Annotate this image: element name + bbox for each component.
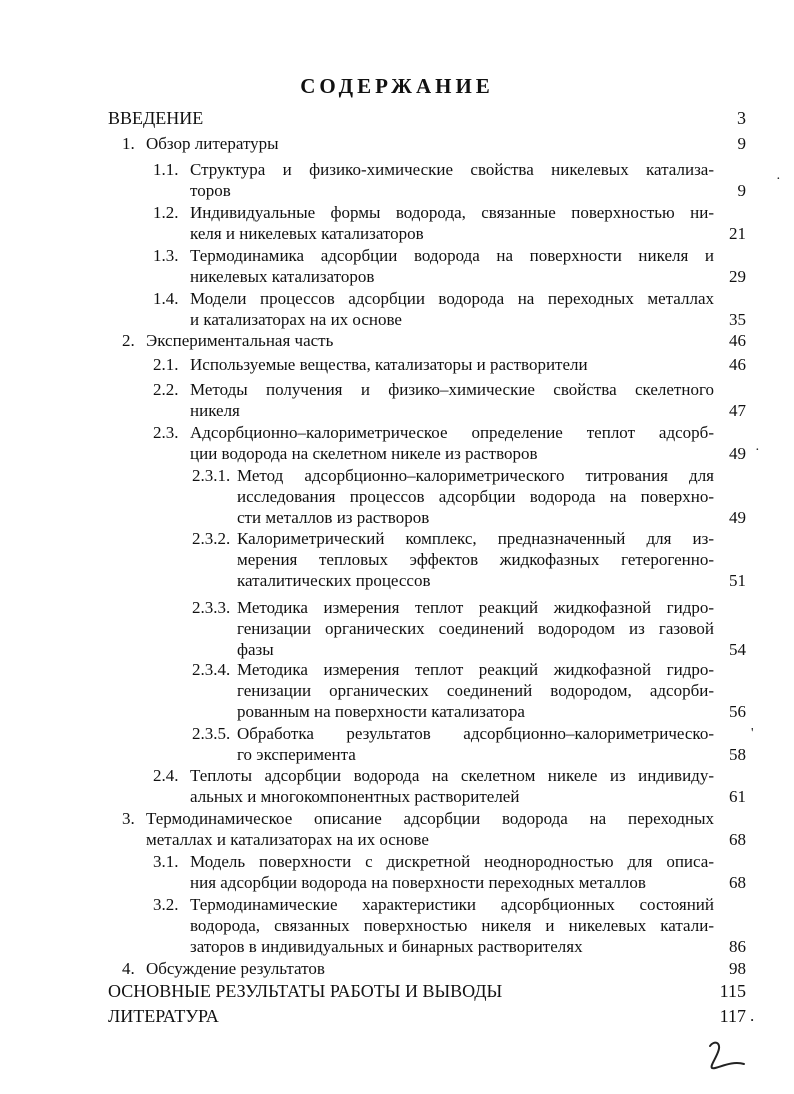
toc-entry-title — [146, 330, 714, 351]
toc-entry-line: Экспериментальная часть — [146, 331, 334, 350]
toc-entry-line: Обзор литературы — [146, 134, 279, 153]
toc-entry-line: ния адсорбции водорода на поверхности переходных металлов — [190, 873, 646, 892]
toc-entry-line: Адсорбционно–калориметрическое определение теплот адсорб- — [190, 423, 714, 442]
toc-entry-line: торов — [190, 181, 231, 200]
toc-entry-line: Индивидуальные формы водорода, связанные поверхностью ни- — [190, 203, 714, 222]
toc-entry-line: генизации органических соединений водородом из газовой — [237, 619, 714, 638]
toc-entry-page: 115 — [719, 981, 746, 1001]
toc-entry-page: 68 — [729, 830, 746, 849]
toc-entry-line: Теплоты адсорбции водорода на скелетном никеле из индивиду- — [190, 766, 714, 785]
toc-entry-line: Методы получения и физико–химические свойства скелетного — [190, 380, 714, 399]
toc-entry-line: и катализаторах на их основе — [190, 310, 402, 329]
toc-entry-number: 2.4. — [153, 766, 179, 785]
stray-mark: . — [750, 1006, 755, 1025]
toc-entry-line: Термодинамические характеристики адсорбционных состояний — [190, 895, 714, 914]
toc-entry-number: 2.2. — [153, 380, 179, 399]
toc-entry-line: Модели процессов адсорбции водорода на переходных металлах — [190, 289, 714, 308]
toc-entry-title — [108, 1006, 714, 1027]
toc-entry-line: Структура и физико-химические свойства никелевых катализа- — [190, 160, 714, 179]
toc-entry-line: Термодинамическое описание адсорбции водорода на переходных — [146, 809, 714, 828]
toc-entry-number: 2.3.4. — [192, 660, 231, 679]
toc-entry-line: Модель поверхности с дискретной неоднородностью для описа- — [190, 852, 714, 871]
toc-entry-number: 2.3.5. — [192, 724, 231, 743]
toc-entry-line: Метод адсорбционно–калориметрического титрования для — [237, 466, 714, 485]
toc-entry-line: водорода, связанных поверхностью никеля и никелевых катали- — [190, 916, 714, 935]
toc-entry-title — [190, 354, 714, 375]
toc-entry-title — [146, 133, 714, 154]
toc-entry-title — [190, 894, 714, 957]
toc-entry-page: 117 — [719, 1006, 746, 1026]
stray-mark: ' — [751, 726, 754, 741]
toc-entry-number: 2.3.1. — [192, 466, 231, 485]
toc-entry-title — [237, 659, 714, 722]
toc-entry-number: 1. — [122, 134, 135, 153]
toc-entry-line: каталитических процессов — [237, 571, 431, 590]
toc-entry-page: 9 — [737, 134, 746, 153]
toc-entry-page: 9 — [737, 181, 746, 200]
toc-entry-number: 2.3. — [153, 423, 179, 442]
toc-entry-line: исследования процессов адсорбции водорода на поверхно- — [237, 487, 714, 506]
toc-entry-title — [237, 723, 714, 765]
toc-entry-title — [190, 379, 714, 421]
toc-entry-title — [190, 159, 714, 201]
toc-entry-page: 49 — [729, 508, 746, 527]
toc-entry-title — [146, 958, 714, 979]
toc-entry-line: го эксперимента — [237, 745, 356, 764]
toc-entry-line: никеля — [190, 401, 240, 420]
stray-mark: · — [755, 443, 760, 458]
toc-entry-page: 49 — [729, 444, 746, 463]
toc-entry-page: 51 — [729, 571, 746, 590]
toc-entry-title — [190, 288, 714, 330]
toc-entry-line: заторов в индивидуальных и бинарных растворителях — [190, 937, 583, 956]
toc-entry-line: никелевых катализаторов — [190, 267, 375, 286]
toc-entry-line: рованным на поверхности катализатора — [237, 702, 525, 721]
toc-entry-line: сти металлов из растворов — [237, 508, 430, 527]
toc-entry-title — [190, 422, 714, 464]
toc-entry-line: Обработка результатов адсорбционно–калориметрическо- — [237, 724, 714, 743]
toc-entry-page: 56 — [729, 702, 746, 721]
toc-entry-title — [108, 981, 714, 1002]
toc-entry-page: 58 — [729, 745, 746, 764]
toc-entry-line: ЛИТЕРАТУРА — [108, 1006, 219, 1026]
toc-entry-number: 3.2. — [153, 895, 179, 914]
toc-entry-number: 1.1. — [153, 160, 179, 179]
toc-entry-page: 61 — [729, 787, 746, 806]
toc-entry-line: Методика измерения теплот реакций жидкофазной гидро- — [237, 598, 714, 617]
toc-entry-line: ОСНОВНЫЕ РЕЗУЛЬТАТЫ РАБОТЫ И ВЫВОДЫ — [108, 981, 503, 1001]
toc-entry-number: 2.1. — [153, 355, 179, 374]
toc-entry-line: ции водорода на скелетном никеле из растворов — [190, 444, 538, 463]
toc-entry-line: ВВЕДЕНИЕ — [108, 108, 204, 128]
toc-entry-page: 21 — [729, 224, 746, 243]
toc-entry-number: 1.2. — [153, 203, 179, 222]
toc-entry-line: келя и никелевых катализаторов — [190, 224, 424, 243]
toc-entry-number: 3.1. — [153, 852, 179, 871]
toc-entry-number: 1.4. — [153, 289, 179, 308]
toc-entry-page: 54 — [729, 640, 746, 659]
toc-entry-line: Термодинамика адсорбции водорода на поверхности никеля и — [190, 246, 714, 265]
toc-entry-title — [190, 202, 714, 244]
toc-entry-line: Методика измерения теплот реакций жидкофазной гидро- — [237, 660, 714, 679]
toc-entry-line: фазы — [237, 640, 274, 659]
stray-mark: · — [776, 172, 781, 187]
toc-entry-number: 4. — [122, 959, 135, 978]
toc-entry-title — [190, 765, 714, 807]
toc-entry-page: 86 — [729, 937, 746, 956]
toc-entry-title — [237, 597, 714, 660]
page-title: СОДЕРЖАНИЕ — [300, 74, 494, 98]
toc-entry-title — [237, 528, 714, 591]
toc-entry-title — [237, 465, 714, 528]
toc-entry-page: 46 — [729, 331, 746, 350]
handwritten-signature — [700, 1036, 760, 1076]
toc-entry-number: 2.3.2. — [192, 529, 231, 548]
toc-entry-line: Обсуждение результатов — [146, 959, 325, 978]
toc-entry-page: 98 — [729, 959, 746, 978]
toc-entry-line: металлах и катализаторах на их основе — [146, 830, 429, 849]
toc-entry-page: 46 — [729, 355, 746, 374]
toc-entry-line: Калориметрический комплекс, предназначенный для из- — [237, 529, 714, 548]
toc-entry-line: генизации органических соединений водородом, адсорби- — [237, 681, 714, 700]
toc-entry-page: 29 — [729, 267, 746, 286]
toc-entry-page: 35 — [729, 310, 746, 329]
toc-entry-title — [108, 108, 714, 129]
toc-entry-title — [190, 245, 714, 287]
toc-entry-line: альных и многокомпонентных растворителей — [190, 787, 520, 806]
toc-entry-number: 2.3.3. — [192, 598, 231, 617]
toc-entry-title — [190, 851, 714, 893]
toc-entry-number: 3. — [122, 809, 135, 828]
toc-entry-page: 68 — [729, 873, 746, 892]
toc-entry-page: 47 — [729, 401, 746, 420]
toc-entry-number: 2. — [122, 331, 135, 350]
toc-entry-title — [146, 808, 714, 850]
toc-entry-line: Используемые вещества, катализаторы и растворители — [190, 355, 588, 374]
toc-entry-page: 3 — [737, 108, 746, 128]
toc-entry-number: 1.3. — [153, 246, 179, 265]
toc-entry-line: мерения тепловых эффектов жидкофазных гетерогенно- — [237, 550, 714, 569]
